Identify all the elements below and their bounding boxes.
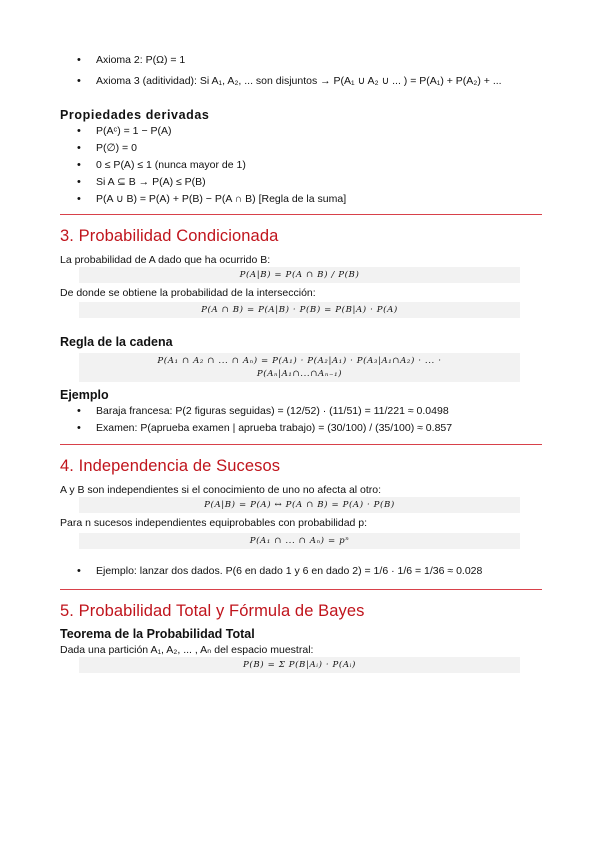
list-item: • Axioma 2: P(Ω) = 1 [60,52,542,69]
chain-rule-heading: Regla de la cadena [60,335,173,349]
axiom-list [60,52,542,90]
independence-example-list [60,563,542,580]
section-3-intro: La probabilidad de A dado que ha ocurrido B: [60,254,271,266]
properties-list [60,123,542,208]
intersection-formula: P(A ∩ B) = P(A|B) · P(B) = P(B|A) · P(A) [79,302,520,318]
total-probability-formula: P(B) = Σ P(B|Aᵢ) · P(Aᵢ) [79,657,520,673]
list-item: • Axioma 3 (aditividad): Si A₁, A₂, ... son disjuntos → P(A₁ ∪ A₂ ∪ ... ) = P(A₁) + P(A₂) + ... [60,73,542,90]
chain-rule-formula [79,353,520,382]
list-item: • P(∅) = 0 [60,140,542,157]
chain-rule-line-1: P(A₁ ∩ A₂ ∩ ... ∩ Aₙ) = P(A₁) · P(A₂|A₁) · P(A₃|A₁∩A₂) · ... · [157,356,442,366]
equiprobable-formula: P(A₁ ∩ ... ∩ Aₙ) = pⁿ [79,533,520,549]
section-5-intro: Dada una partición A₁, A₂, ... , Aₙ del espacio muestral: [60,644,314,656]
section-3-intro-2: De donde se obtiene la probabilidad de la intersección: [60,287,316,299]
example-heading: Ejemplo [60,388,109,402]
total-probability-heading: Teorema de la Probabilidad Total [60,627,255,641]
section-divider [60,589,542,590]
conditional-probability-formula: P(A|B) = P(A ∩ B) / P(B) [79,267,520,283]
section-5-title: 5. Probabilidad Total y Fórmula de Bayes [60,602,365,620]
list-item: • P(Aᶜ) = 1 − P(A) [60,123,542,140]
independence-formula: P(A|B) = P(A) ↔ P(A ∩ B) = P(A) · P(B) [79,497,520,513]
section-divider [60,444,542,445]
page-content [60,52,542,673]
list-item: • P(A ∪ B) = P(A) + P(B) − P(A ∩ B) [Regla de la suma] [60,191,542,208]
example-list [60,403,542,437]
list-item: • Baraja francesa: P(2 figuras seguidas) = (12/52) · (11/51) = 11/221 ≈ 0.0498 [60,403,542,420]
list-item: • Si A ⊆ B → P(A) ≤ P(B) [60,174,542,191]
section-4-intro-2: Para n sucesos independientes equiprobables con probabilidad p: [60,517,368,529]
section-3-title: 3. Probabilidad Condicionada [60,227,279,245]
list-item: • Ejemplo: lanzar dos dados. P(6 en dado 1 y 6 en dado 2) = 1/6 · 1/6 = 1/36 ≈ 0.028 [60,563,542,580]
section-4-intro: A y B son independientes si el conocimiento de uno no afecta al otro: [60,484,382,496]
list-item: • 0 ≤ P(A) ≤ 1 (nunca mayor de 1) [60,157,542,174]
section-4-title: 4. Independencia de Sucesos [60,457,281,475]
chain-rule-line-2: P(Aₙ|A₁∩...∩Aₙ₋₁) [256,368,343,379]
section-divider [60,214,542,215]
properties-heading: Propiedades derivadas [60,108,210,122]
list-item: • Examen: P(aprueba examen | aprueba trabajo) = (30/100) / (35/100) ≈ 0.857 [60,420,542,437]
